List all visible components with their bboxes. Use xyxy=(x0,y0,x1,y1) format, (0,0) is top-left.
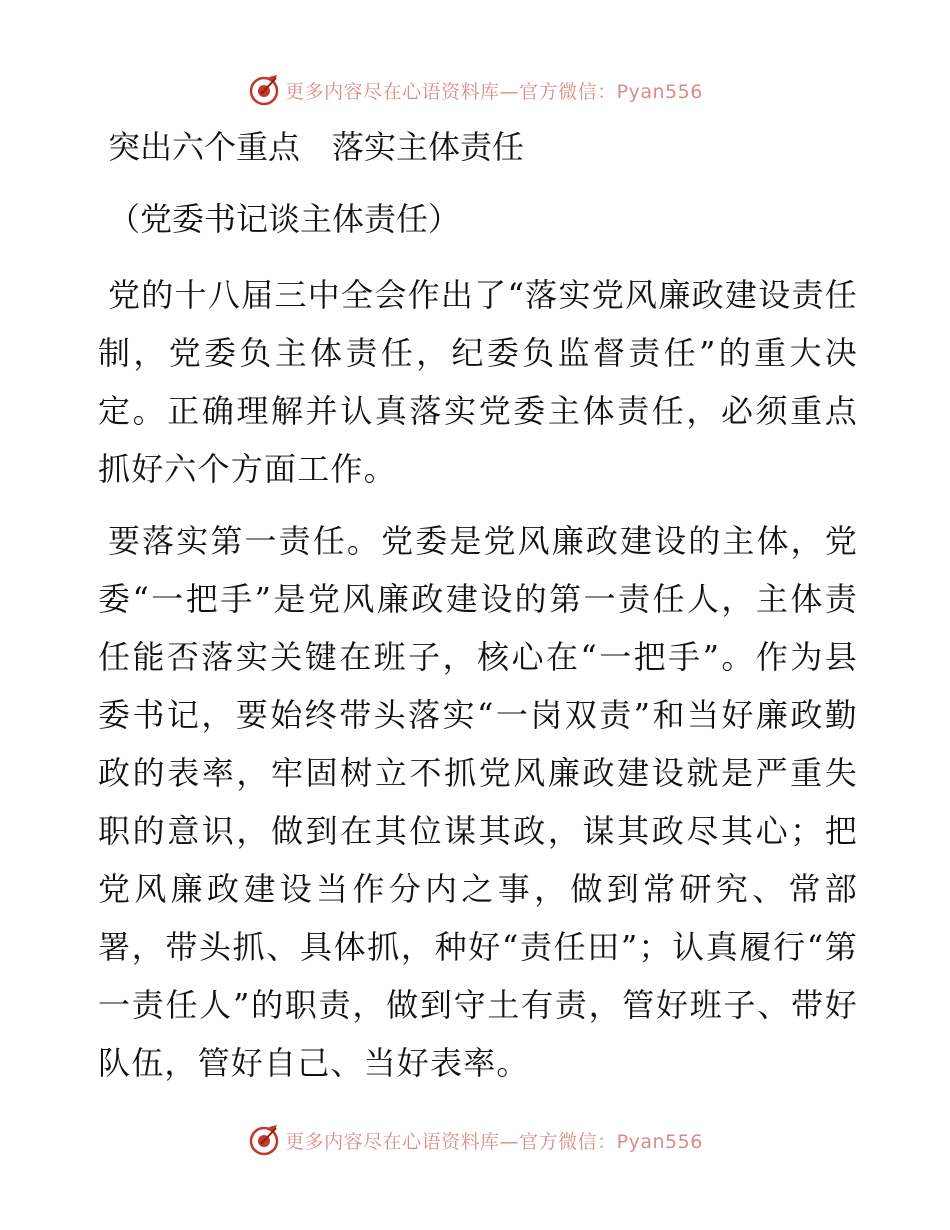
footer-watermark-banner xyxy=(0,1120,950,1160)
page-title: 突出六个重点 落实主体责任 xyxy=(108,128,525,166)
page-subtitle: （党委书记谈主体责任） xyxy=(108,200,461,238)
header-watermark-banner xyxy=(0,70,950,110)
document-body xyxy=(98,124,858,1106)
watermark-text: 更多内容尽在心语资料库—官方微信：Pyan556 xyxy=(285,80,703,103)
logo-icon xyxy=(247,1123,281,1157)
logo-icon xyxy=(247,73,281,107)
paragraph-first-responsibility: 要落实第一责任。党委是党风廉政建设的主体，党委“一把手”是党风廉政建设的第一责任人，主体责任能否落实关键在班子，核心在“一把手”。作为县委书记，要始终带头落实“一岗双责”和当好廉政勤政的表率，牢固树立不抓党风廉政建设就是严重失职的意识，做到在其位谋其政，谋其政尽其心；把党风廉政建设当作分内之事，做到常研究、常部署，带头抓、具体抓，种好“责任田”；认真履行“第一责任人”的职责，做到守土有责，管好班子、带好队伍，管好自己、当好表率。 xyxy=(98,522,858,1082)
watermark-text: 更多内容尽在心语资料库—官方微信：Pyan556 xyxy=(285,1130,703,1153)
paragraph-intro: 党的十八届三中全会作出了“落实党风廉政建设责任制，党委负主体责任，纪委负监督责任”的重大决定。正确理解并认真落实党委主体责任，必须重点抓好六个方面工作。 xyxy=(98,276,858,488)
